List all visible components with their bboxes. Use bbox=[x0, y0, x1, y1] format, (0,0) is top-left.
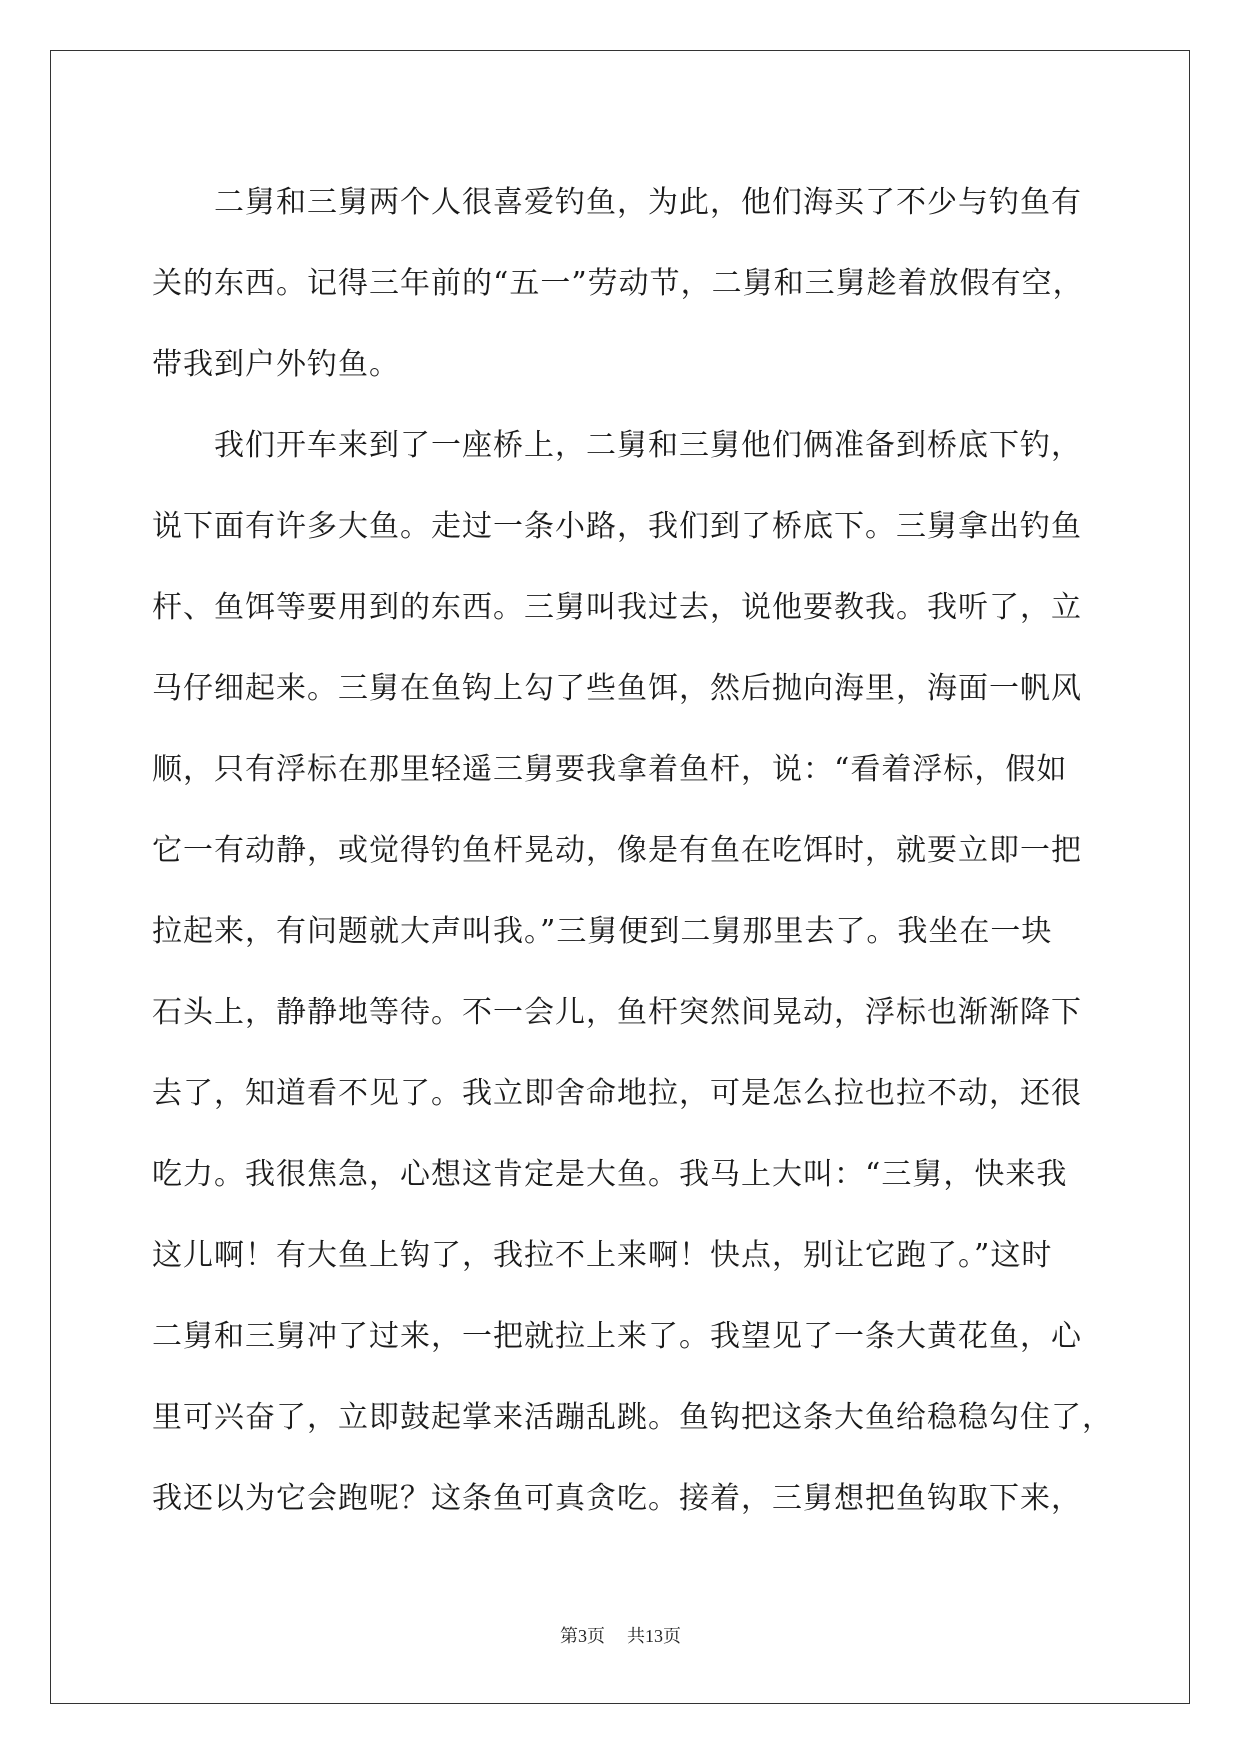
paragraph-2-line-11: 这儿啊！有大鱼上钩了，我拉不上来啊！快点，别让它跑了。”这时 bbox=[152, 1238, 1053, 1273]
paragraph-1-line-3: 带我到户外钓鱼。 bbox=[152, 347, 400, 382]
paragraph-2-line-4: 马仔细起来。三舅在鱼钩上勾了些鱼饵，然后抛向海里，海面一帆风 bbox=[152, 671, 1082, 706]
paragraph-2-line-3: 杆、鱼饵等要用到的东西。三舅叫我过去，说他要教我。我听了，立 bbox=[152, 590, 1082, 625]
paragraph-1-line-1: 二舅和三舅两个人很喜爱钓鱼，为此，他们海买了不少与钓鱼有 bbox=[214, 185, 1082, 220]
paragraph-2-line-6: 它一有动静，或觉得钓鱼杆晃动，像是有鱼在吃饵时，就要立即一把 bbox=[152, 833, 1082, 868]
paragraph-2-line-10: 吃力。我很焦急，心想这肯定是大鱼。我马上大叫：“三舅，快来我 bbox=[152, 1157, 1068, 1192]
page-footer bbox=[0, 1622, 1241, 1648]
paragraph-2-line-13: 里可兴奋了，立即鼓起掌来活蹦乱跳。鱼钩把这条大鱼给稳稳勾住了， bbox=[152, 1400, 1113, 1435]
paragraph-2-line-14: 我还以为它会跑呢？这条鱼可真贪吃。接着，三舅想把鱼钩取下来， bbox=[152, 1481, 1082, 1516]
paragraph-2-line-2: 说下面有许多大鱼。走过一条小路，我们到了桥底下。三舅拿出钓鱼 bbox=[152, 509, 1082, 544]
paragraph-2-line-8: 石头上，静静地等待。不一会儿，鱼杆突然间晃动，浮标也渐渐降下 bbox=[152, 995, 1082, 1030]
paragraph-2-line-12: 二舅和三舅冲了过来，一把就拉上来了。我望见了一条大黄花鱼，心 bbox=[152, 1319, 1082, 1354]
paragraph-2-line-5: 顺，只有浮标在那里轻遥三舅要我拿着鱼杆，说：“看着浮标，假如 bbox=[152, 752, 1068, 787]
current-page-label: 第3页 bbox=[560, 1626, 605, 1646]
paragraph-1-line-2: 关的东西。记得三年前的“五一”劳动节，二舅和三舅趁着放假有空， bbox=[152, 266, 1084, 301]
paragraph-2-line-1: 我们开车来到了一座桥上，二舅和三舅他们俩准备到桥底下钓， bbox=[214, 428, 1082, 463]
total-pages-label: 共13页 bbox=[627, 1626, 681, 1646]
paragraph-2-line-7: 拉起来，有问题就大声叫我。”三舅便到二舅那里去了。我坐在一块 bbox=[152, 914, 1053, 949]
paragraph-2-line-9: 去了，知道看不见了。我立即舍命地拉，可是怎么拉也拉不动，还很 bbox=[152, 1076, 1082, 1111]
document-body bbox=[152, 162, 1113, 1539]
